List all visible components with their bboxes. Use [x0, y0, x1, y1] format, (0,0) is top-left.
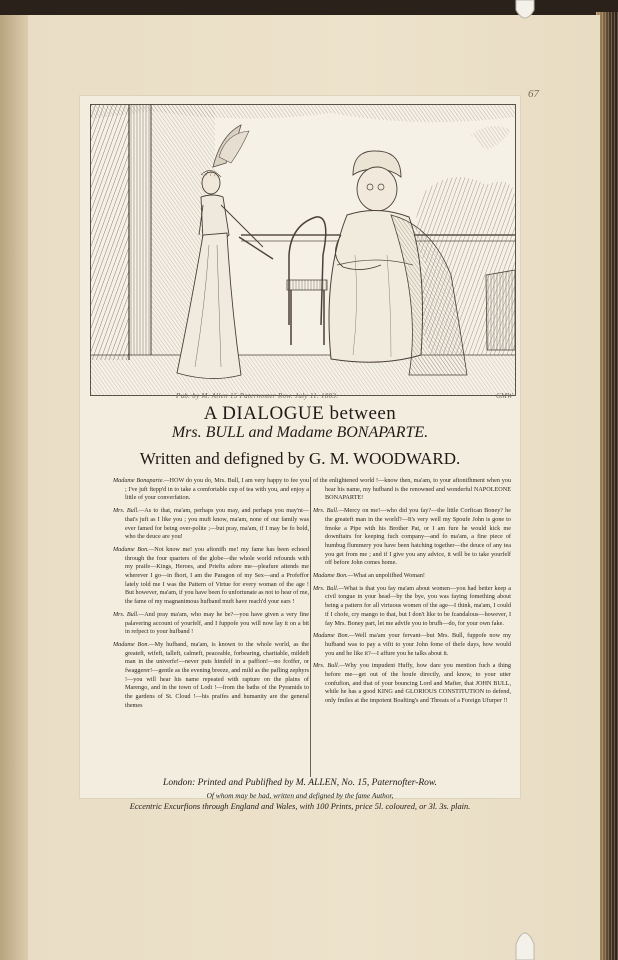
dialogue-paragraph: Madame Bon.—My hufband, ma'am, is known to the whole world, as the greateft, wifeft, talleft, calmeft, peaceable, forbearing, charitable, mildeft man in the univerfe!—never puts himfelf in a paffion!—no fcoffer, or fwaggerer!—gentle as the evening breeze, and mild as the pafling zephyrs !—you will hear his name repeated with rapture on the plains of Marengo, and in the town of Lodi !—from the baths of the Pyramids to the gardens of St. Cloud !—his praifes and humanity are the general themes [113, 640, 309, 709]
folio-number: 67 [528, 88, 539, 100]
dialogue-paragraph: Mrs. Bull.—What is that you fay ma'am about women—you had better keep a civil tongue in your head—by the bye, you was faying fomething about being a pattern for all virtuous women of the age—I think, ma'am, I could if I chofe, cry mango to that, but I don't like to be fcandalous—however, I fay Mrs. Boney part, let me advife you to brufh—do, for your own fake. [313, 584, 511, 627]
caricature-etching [90, 104, 516, 396]
dialogue-paragraph: of the enlightened world !—know then, ma'am, to your aftonifhment when you hear his name, my hufband is the renowned and wonderful NAPOLEONE BONAPARTE! [313, 477, 511, 502]
door-frame [129, 105, 151, 355]
page-clip-bottom [514, 926, 536, 960]
page-clip-top [514, 0, 536, 24]
title-line-2: Mrs. BULL and Madame BONAPARTE. [171, 424, 429, 441]
imprint-line-2: Of whom may be had, written and defigned by the fame Author, [206, 791, 394, 800]
imprint-line-1: London: Printed and Publifhed by M. ALLEN, No. 15, Paternofter-Row. [163, 778, 437, 788]
column-divider [310, 477, 311, 777]
dialogue-paragraph: Madame Bon.—Not know me! you aftonifh me! my fame has been echoed through the four quarters of the globe—the whole world refounds with my praife—Kings, Heroes, and Priefts adore me—pleafure attends me wherever I go—in fhort, I am the Paragon of my Sex—and a Profeffor lately told me I was the Pattern of Virtue for every woman of the age ! But however, ma'am, if you have been fo unfortunate as not to hear of me, the fame of my magnanimous hufband muft have reach'd your ears ! [113, 545, 310, 606]
wall-panel [91, 105, 129, 360]
title-line-3: Written and defigned by G. M. WOODWARD. [139, 449, 461, 468]
dialogue-paragraph: Madame Bon.—What an unpolifhed Woman! [313, 572, 425, 580]
dialogue-column-right [313, 477, 511, 710]
imprint-line-3: Eccentric Excurfions through England and Wales, with 100 Prints, price 5l. coloured, or 3l. 3s. plain. [129, 802, 471, 811]
dialogue-paragraph: Madame Bonaparte.—HOW do you do, Mrs. Bull, I am very happy to fee you ; I've juft ftepp'd in to take a comfortable cup of tea with you, and enjoy a little of your converfation. [113, 477, 309, 502]
dialogue-paragraph: Mrs. Bull.—And pray ma'am, who may he be?—you have given a very fine palavering account of yourfelf, and I fuppofe you will now lay it on a bit in refpect to your hufband ! [113, 610, 309, 636]
dialogue-paragraph: Mrs. Bull.—Why you impudent Huffy, how dare you mention fuch a thing before me—get out of the houfe directly, and know, to your utter confufion, and that of your bouncing Lord and Mafter, that JOHN BULL, while he has a good KING and GLORIOUS CONSTITUTION to defend, only fmiles at the impotent Boafting's and Threats of a Foreign Ufurper !! [313, 662, 511, 705]
dialogue-paragraph: Mrs. Bull.—Mercy on me!—who did you fay?—the little Corfican Boney? he the greateft man in the world?—It's very well my Spoufe John is gone to fmoke a Pipe with his Brother Pat, or I am fure he would kick me downftairs for keeping fuch company—and fo ma'am, a fine piece of humbug flummery you have been hatching together—the deuce of any tea you get from me ; and if I give you any advice, it will be to take yourfelf off before John comes home. [313, 507, 511, 567]
publication-line: Pub. by M. Allen 15 Paternoster Row. July 11. 1803. [176, 392, 339, 400]
artist-monogram: GMW [496, 392, 513, 400]
page-gutter-shadow [0, 15, 28, 960]
title-line-1: A DIALOGUE between [203, 403, 397, 424]
dialogue-column-left [113, 477, 309, 715]
dialogue-paragraph: Mrs. Bull.—As to that, ma'am, perhaps you may, and perhaps you may'nt—that's juft as I like you ; you muft know, ma'am, none of our family was ever famed for being over-polite ;—but pray, ma'am, if I may be fo bold, who the deuce are you! [113, 507, 309, 541]
dialogue-paragraph: Madame Bon.—Well ma'am your fervant—but Mrs. Bull, fuppofe now my hufband was to pay a vifit to your John fome of thefe days, how would you and he like it?—I affure you he talks about it. [313, 632, 512, 657]
